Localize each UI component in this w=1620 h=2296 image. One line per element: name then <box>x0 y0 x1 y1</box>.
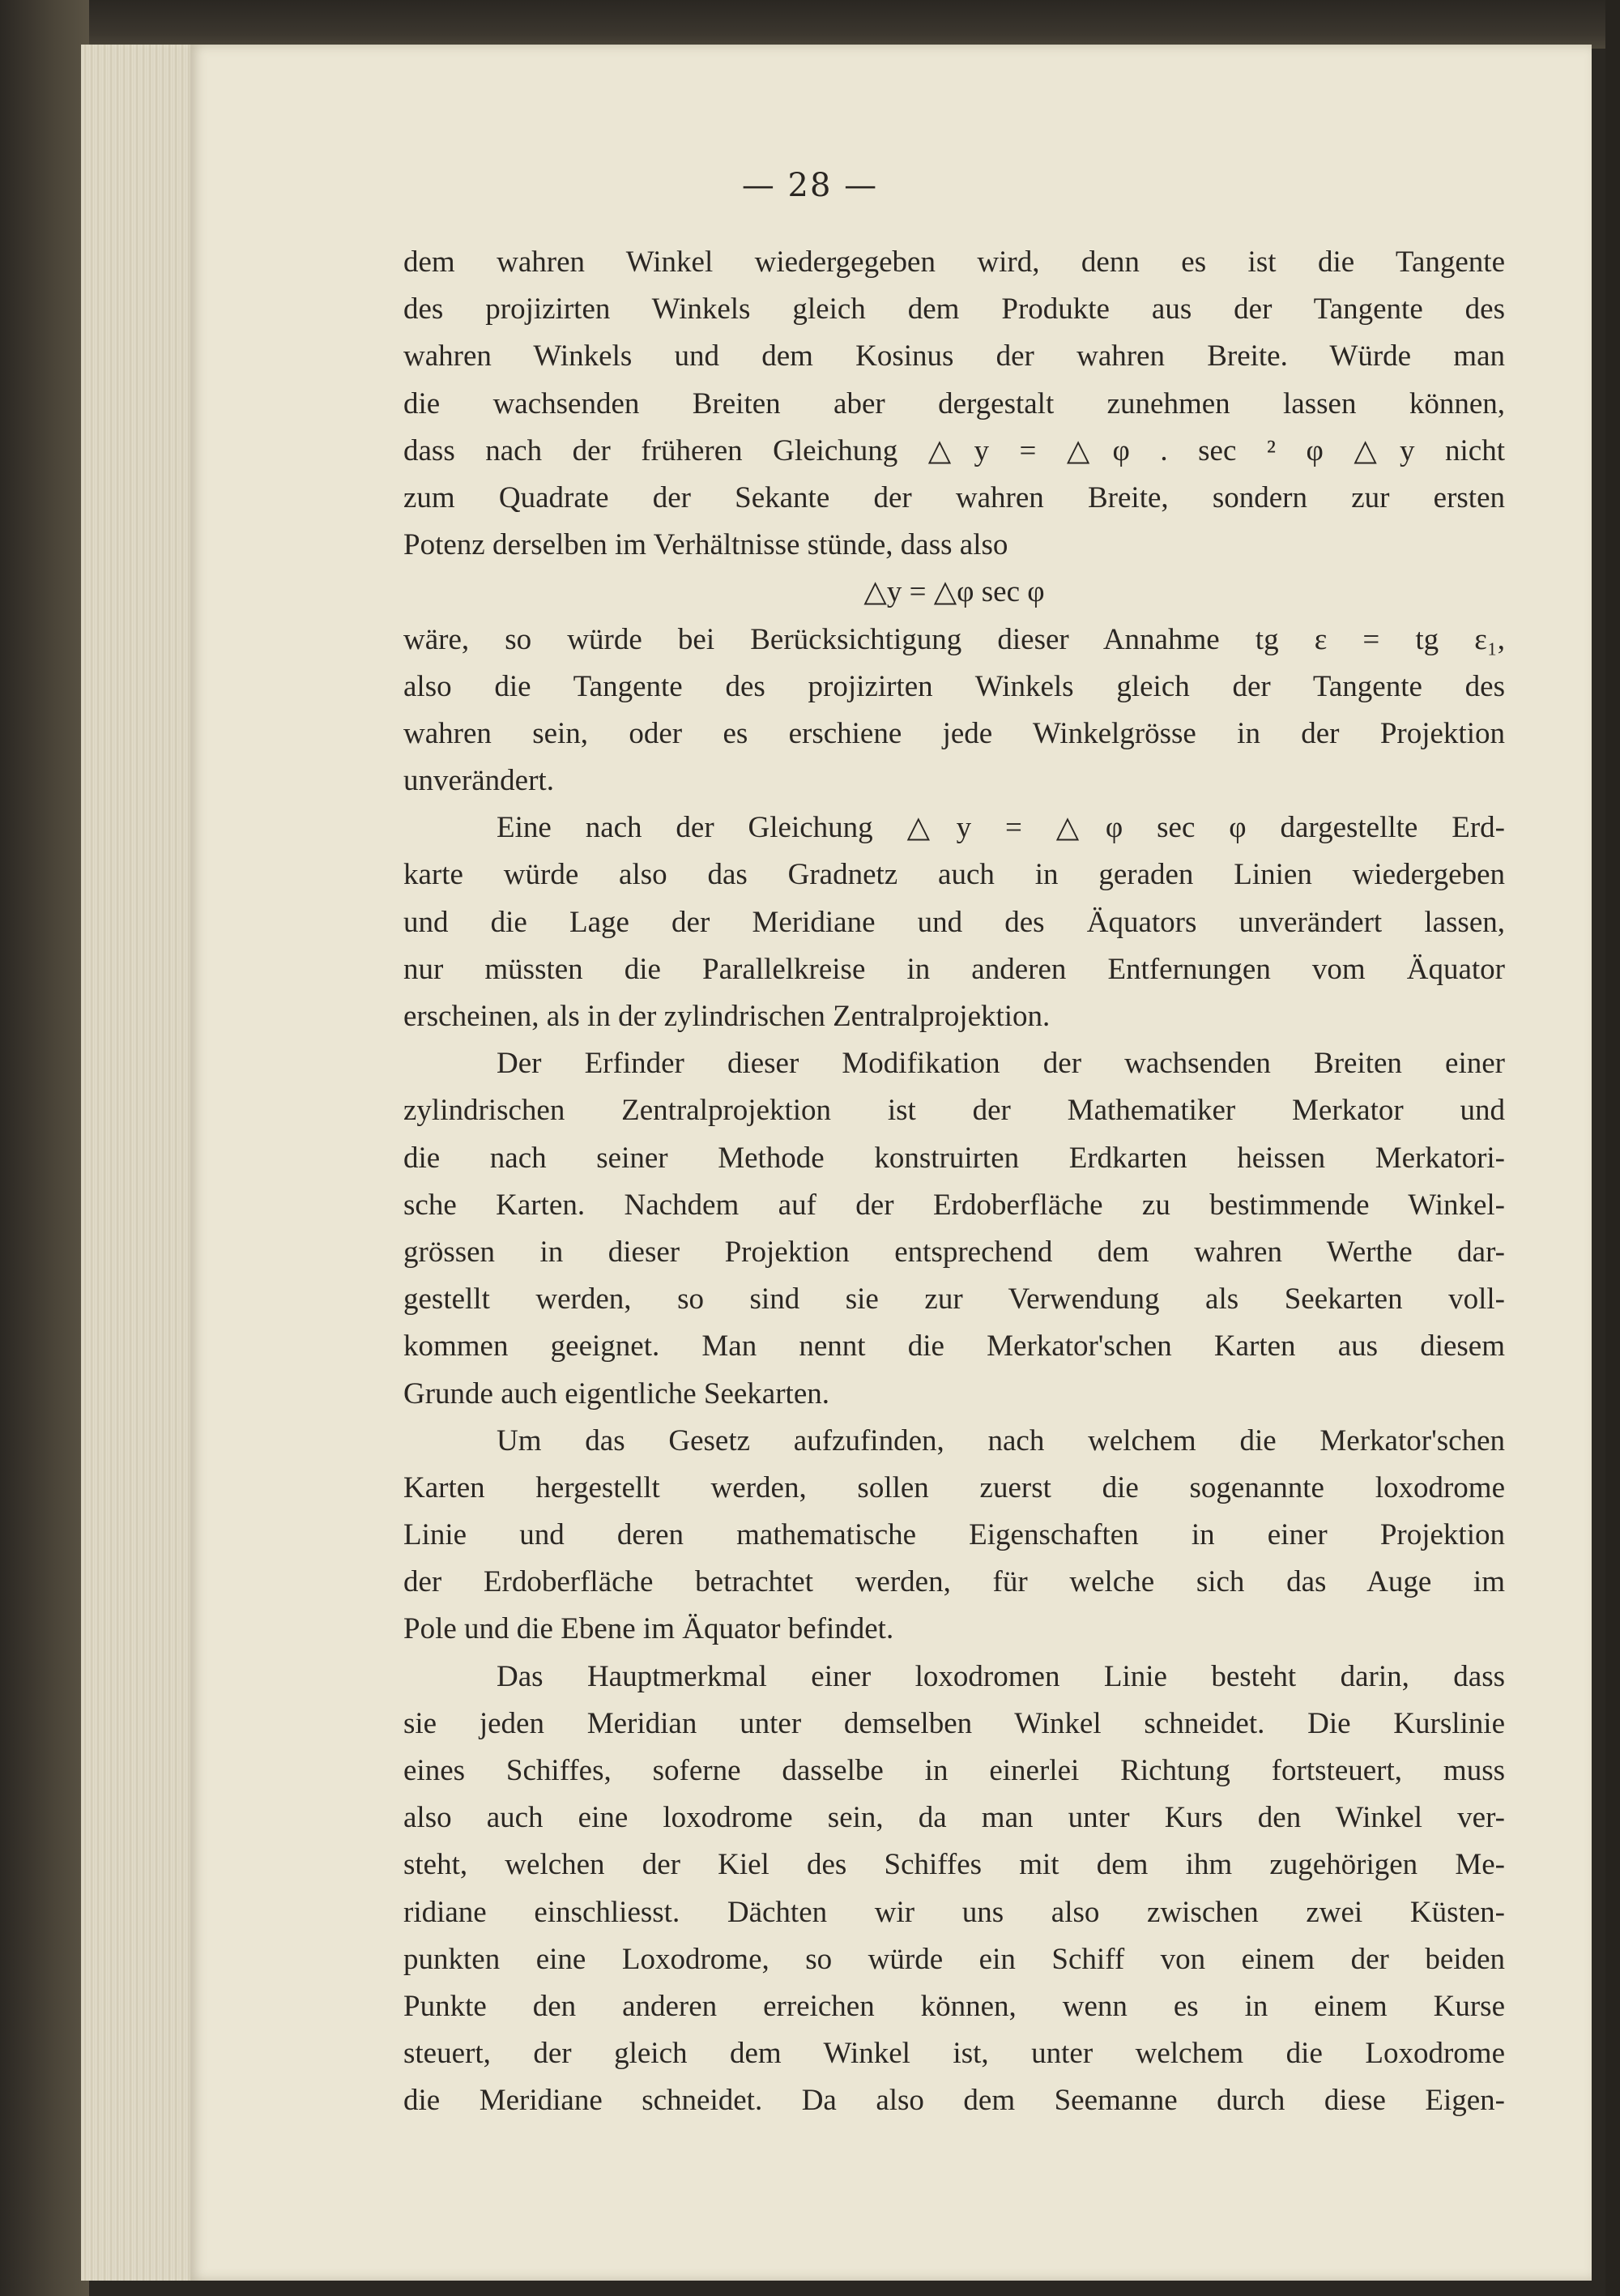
text-line: die Meridiane schneidet. Da also dem Seemanne durch diese Eigen- <box>403 2084 1505 2118</box>
text-line: zylindrischen Zentralprojektion ist der Mathematiker Merkator und <box>403 1094 1505 1128</box>
text-line: die wachsenden Breiten aber dergestalt zunehmen lassen können, <box>403 386 1505 420</box>
text-line: Grunde auch eigentliche Seekarten. <box>403 1376 829 1410</box>
page-number: — 28 — <box>741 167 879 204</box>
text-line: und die Lage der Meridiane und des Äquators unverändert lassen, <box>403 905 1505 939</box>
book-cover-spine <box>0 0 89 2296</box>
text-line: nur müssten die Parallelkreise in anderen Entfernungen vom Äquator <box>403 952 1505 986</box>
text-line: des projizirten Winkels gleich dem Produkte aus der Tangente des <box>403 292 1505 326</box>
text-line: zum Quadrate der Sekante der wahren Breite, sondern zur ersten <box>403 480 1505 514</box>
text-line: dem wahren Winkel wiedergegeben wird, denn es ist die Tangente <box>403 245 1505 279</box>
text-line: also auch eine loxodrome sein, da man unter Kurs den Winkel ver- <box>403 1801 1505 1835</box>
text-line: karte würde also das Gradnetz auch in geraden Linien wiedergeben <box>403 858 1505 892</box>
text-line: sche Karten. Nachdem auf der Erdoberfläche zu bestimmende Winkel- <box>403 1188 1505 1222</box>
text-line: eines Schiffes, soferne dasselbe in einerlei Richtung fortsteuert, muss <box>403 1754 1505 1787</box>
text-line: kommen geeignet. Man nennt die Merkator'schen Karten aus diesem <box>403 1329 1505 1364</box>
text-line: ridiane einschliesst. Dächten wir uns also zwischen zwei Küsten- <box>403 1895 1505 1929</box>
text-line: punkten eine Loxodrome, so würde ein Schiff von einem der beiden <box>403 1942 1505 1976</box>
text-line: unverändert. <box>403 764 554 798</box>
text-line: Linie und deren mathematische Eigenschaften in einer Projektion <box>403 1518 1505 1552</box>
text-line: die nach seiner Methode konstruirten Erdkarten heissen Merkatori- <box>403 1141 1505 1175</box>
text-line: also die Tangente des projizirten Winkels gleich der Tangente des <box>403 669 1505 703</box>
text-line: erscheinen, als in der zylindrischen Zentralprojektion. <box>403 1000 1051 1033</box>
paragraph-start-line: Um das Gesetz aufzufinden, nach welchem die Merkator'schen <box>497 1423 1505 1457</box>
text-line: Karten hergestellt werden, sollen zuerst die sogenannte loxodrome <box>403 1470 1505 1504</box>
book-cover-right <box>1605 0 1620 2296</box>
book-cover-top <box>0 0 1620 49</box>
text-line: steht, welchen der Kiel des Schiffes mit dem ihm zugehörigen Me- <box>403 1848 1505 1882</box>
text-line: Pole und die Ebene im Äquator befindet. <box>403 1612 894 1646</box>
text-line: der Erdoberfläche betrachtet werden, für welche sich das Auge im <box>403 1565 1505 1599</box>
text-line: wahren sein, oder es erschiene jede Winkelgrösse in der Projektion <box>403 716 1505 750</box>
body-text <box>403 239 1505 2125</box>
text-line: wahren Winkels und dem Kosinus der wahren Breite. Würde man <box>403 339 1505 373</box>
text-line: gestellt werden, so sind sie zur Verwendung als Seekarten voll- <box>403 1282 1505 1317</box>
paragraph-start-line: Der Erfinder dieser Modifikation der wachsenden Breiten einer <box>497 1047 1505 1081</box>
paragraph-start-line: Das Hauptmerkmal einer loxodromen Linie besteht darin, dass <box>497 1659 1505 1693</box>
text-line: grössen in dieser Projektion entsprechend dem wahren Werthe dar- <box>403 1235 1505 1269</box>
page-edges <box>81 45 191 2281</box>
text-line: sie jeden Meridian unter demselben Winkel schneidet. Die Kurslinie <box>403 1706 1505 1740</box>
text-line: wäre, so würde bei Berücksichtigung dieser Annahme tg ε = tg ε₁, <box>403 622 1505 656</box>
formula-line: △y = △φ sec φ <box>863 575 1045 609</box>
text-line: Potenz derselben im Verhältnisse stünde, dass also <box>403 528 1008 562</box>
text-line: dass nach der früheren Gleichung △y = △φ . sec ² φ △y nicht <box>403 433 1505 467</box>
paragraph-start-line: Eine nach der Gleichung △y = △φ sec φ dargestellte Erd- <box>497 811 1505 845</box>
text-line: steuert, der gleich dem Winkel ist, unter welchem die Loxodrome <box>403 2037 1505 2071</box>
text-line: Punkte den anderen erreichen können, wenn es in einem Kurse <box>403 1989 1505 2023</box>
